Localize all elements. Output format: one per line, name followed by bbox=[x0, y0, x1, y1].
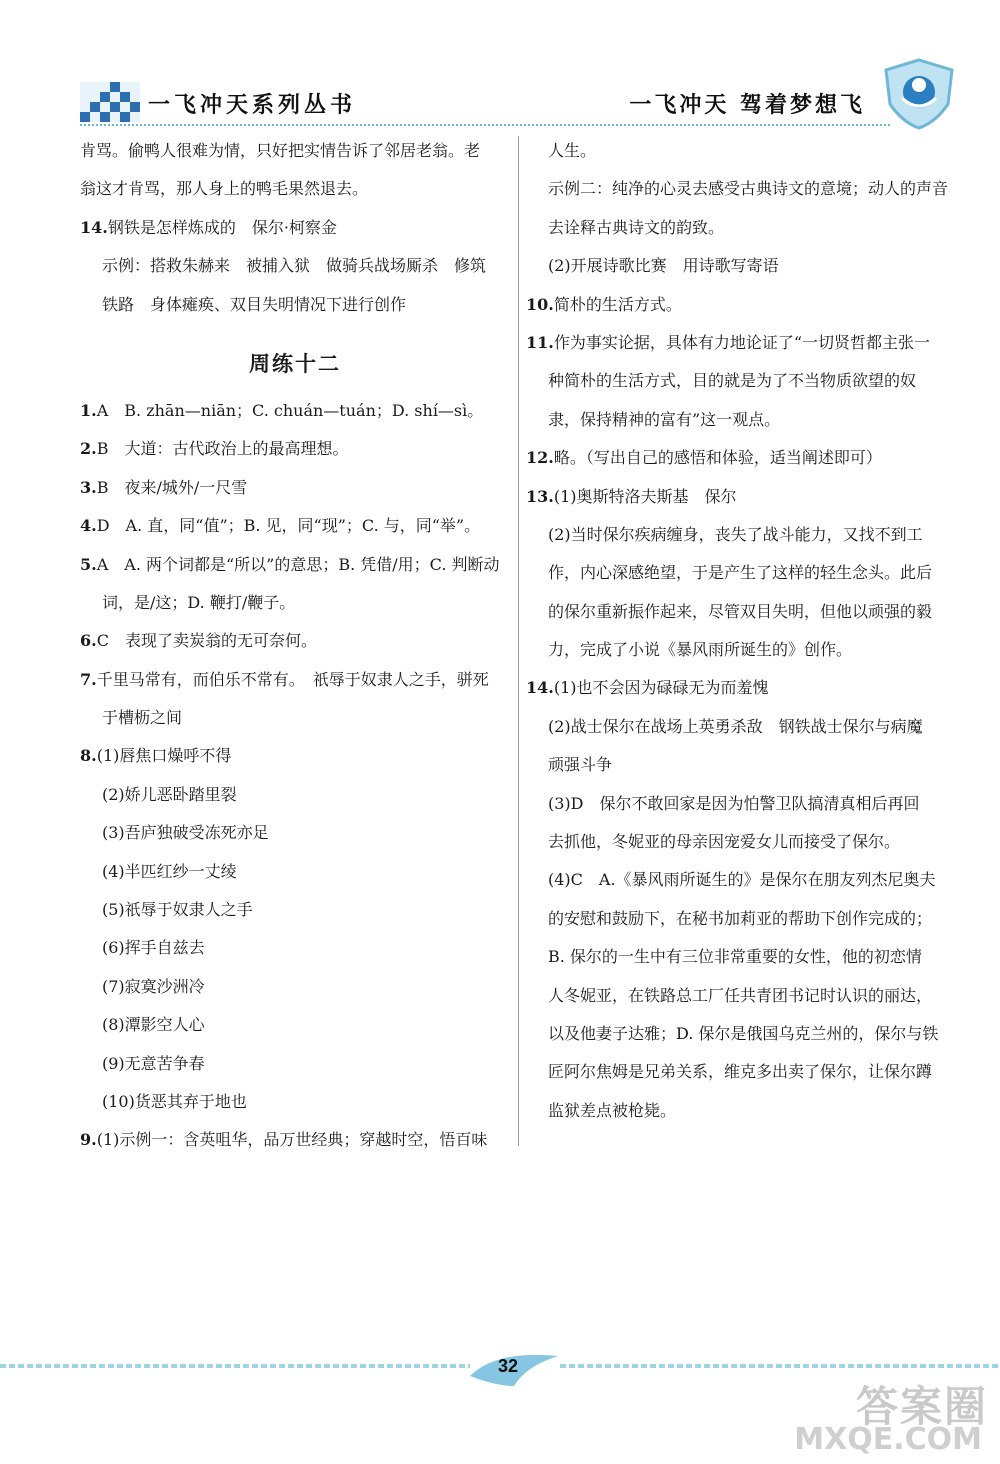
answer-text: 钢铁是怎样炼成的 保尔·柯察金 bbox=[107, 217, 337, 237]
answer-line bbox=[80, 814, 510, 852]
answer-line bbox=[526, 362, 956, 400]
answer-line bbox=[526, 209, 956, 247]
answer-text: 翁这才肯骂，那人身上的鸭毛果然退去。 bbox=[80, 179, 369, 199]
answer-text: (2)开展诗歌比赛 用诗歌写寄语 bbox=[548, 256, 779, 276]
answer-text: (5)祇辱于奴隶人之手 bbox=[102, 900, 253, 920]
answer-line bbox=[526, 286, 956, 324]
question-number: 7. bbox=[80, 669, 97, 689]
question-number: 12. bbox=[526, 448, 554, 468]
answer-text: 示例二：纯净的心灵去感受古典诗文的意境；动人的声音 bbox=[548, 179, 949, 199]
answer-line bbox=[80, 247, 510, 285]
answer-line bbox=[526, 1092, 956, 1130]
answer-line bbox=[526, 593, 956, 631]
question-number: 6. bbox=[80, 631, 97, 651]
answer-line bbox=[80, 1083, 510, 1121]
question-number: 10. bbox=[526, 294, 554, 314]
answer-line bbox=[526, 861, 956, 899]
answer-line bbox=[526, 708, 956, 746]
page-number: 32 bbox=[498, 1356, 519, 1376]
answer-line bbox=[80, 968, 510, 1006]
left-answer-column bbox=[80, 132, 510, 1160]
answer-text: (4)半匹红纱一丈绫 bbox=[102, 861, 237, 881]
answer-line bbox=[526, 170, 956, 208]
answer-text: D A. 直，同“值”；B. 见，同“现”；C. 与，同“举”。 bbox=[96, 516, 481, 536]
answer-line bbox=[526, 439, 956, 477]
answer-line bbox=[526, 669, 956, 707]
answer-line bbox=[80, 853, 510, 891]
answer-text: (2)娇儿恶卧踏里裂 bbox=[102, 784, 237, 804]
column-divider bbox=[518, 136, 519, 1146]
section-heading: 周练十二 bbox=[249, 350, 341, 376]
header-slogan: 一飞冲天 驾着梦想飞 bbox=[629, 92, 865, 118]
answer-line bbox=[80, 584, 510, 622]
answer-line bbox=[80, 430, 510, 468]
answer-line bbox=[526, 977, 956, 1015]
question-number: 1. bbox=[80, 400, 97, 420]
answer-text: 顽强斗争 bbox=[548, 755, 613, 775]
answer-text: 种简朴的生活方式，目的就是为了不当物质欲望的奴 bbox=[548, 371, 917, 391]
answer-text: (3)D 保尔不敢回家是因为怕警卫队搞清真相后再回 bbox=[548, 793, 920, 813]
answer-text: 作，内心深感绝望，于是产生了这样的轻生念头。此后 bbox=[548, 563, 933, 583]
answer-text: (10)货恶其弃于地也 bbox=[102, 1091, 247, 1111]
answer-text: 肯骂。偷鸭人很难为情，只好把实情告诉了邻居老翁。老 bbox=[80, 141, 481, 160]
answer-text: 的保尔重新振作起来，尽管双目失明，但他以顽强的毅 bbox=[548, 601, 933, 621]
answer-line bbox=[80, 1045, 510, 1083]
question-number: 5. bbox=[80, 554, 97, 574]
question-number: 14. bbox=[526, 678, 554, 698]
answer-line bbox=[80, 622, 510, 660]
answer-line bbox=[80, 929, 510, 967]
answer-text: 词，是/这；D. 鞭打/鞭子。 bbox=[102, 592, 296, 612]
answer-text: (2)当时保尔疾病缠身，丧失了战斗能力，又找不到工 bbox=[548, 524, 923, 544]
header-divider bbox=[80, 124, 890, 126]
answer-line bbox=[526, 132, 956, 170]
answer-text: (7)寂寞沙洲冷 bbox=[102, 976, 205, 996]
answer-text: B. 保尔的一生中有三位非常重要的女性，他的初恋情 bbox=[548, 947, 922, 967]
answer-text: 铁路 身体瘫痪、双目失明情况下进行创作 bbox=[102, 294, 407, 314]
answer-line bbox=[80, 546, 510, 584]
answer-line bbox=[80, 132, 510, 170]
question-number: 4. bbox=[80, 516, 97, 536]
answer-text: 的安慰和鼓励下，在秘书加莉亚的帮助下创作完成的； bbox=[548, 908, 933, 928]
answer-line bbox=[80, 170, 510, 208]
answer-text: 人冬妮亚，在铁路总工厂任共青团书记时认识的丽达， bbox=[548, 985, 933, 1005]
answer-text: 匠阿尔焦姆是兄弟关系，维克多出卖了保尔，让保尔蹲 bbox=[548, 1062, 933, 1082]
answer-text: (1)唇焦口燥呼不得 bbox=[96, 746, 232, 766]
answer-text: 去诠释古典诗文的韵致。 bbox=[548, 217, 725, 237]
answer-line bbox=[80, 507, 510, 545]
answer-line bbox=[526, 785, 956, 823]
answer-line bbox=[80, 776, 510, 814]
answer-text: (4)C A.《暴风雨所诞生的》是保尔在朋友列杰尼奥夫 bbox=[548, 870, 936, 890]
question-number: 9. bbox=[80, 1130, 97, 1150]
answer-text: 千里马常有，而伯乐不常有。 祇辱于奴隶人之手，骈死 bbox=[96, 669, 489, 689]
answer-line bbox=[80, 737, 510, 775]
footer-decorative-rule-right bbox=[560, 1362, 1000, 1370]
answer-line bbox=[80, 699, 510, 737]
answer-text: A B. zhān—niān；C. chuán—tuán；D. shí—sì。 bbox=[96, 400, 484, 420]
answer-line bbox=[80, 392, 510, 430]
answer-text: (2)战士保尔在战场上英勇杀敌 钢铁战士保尔与病魔 bbox=[548, 716, 923, 736]
watermark-url: MXQE.COM bbox=[794, 1422, 982, 1457]
answer-line bbox=[80, 891, 510, 929]
series-title: 一飞冲天系列丛书 bbox=[148, 92, 357, 118]
answer-text: 于槽枥之间 bbox=[102, 708, 183, 728]
answer-text: (1)奥斯特洛夫斯基 保尔 bbox=[553, 486, 737, 506]
answer-text: 简朴的生活方式。 bbox=[553, 294, 682, 314]
answer-line bbox=[80, 1121, 510, 1159]
answer-line bbox=[526, 1053, 956, 1091]
answer-text: (6)挥手自兹去 bbox=[102, 938, 205, 958]
right-answer-column bbox=[526, 132, 956, 1130]
answer-text: (9)无意苦争春 bbox=[102, 1053, 205, 1073]
answer-text: 监狱差点被枪毙。 bbox=[548, 1100, 677, 1120]
answer-text: 作为事实论据，具体有力地论证了“一切贤哲都主张一 bbox=[553, 332, 931, 352]
answer-line bbox=[80, 286, 510, 324]
answer-text: 人生。 bbox=[548, 141, 597, 160]
answer-line bbox=[526, 746, 956, 784]
answer-text: (8)潭影空人心 bbox=[102, 1015, 205, 1035]
answer-line bbox=[526, 324, 956, 362]
answer-text: C 表现了卖炭翁的无可奈何。 bbox=[96, 631, 317, 651]
answer-line bbox=[526, 823, 956, 861]
answer-text: 以及他妻子达雅；D. 保尔是俄国乌克兰州的，保尔与铁 bbox=[548, 1023, 939, 1043]
answer-line bbox=[526, 247, 956, 285]
answer-text: 示例：搭救朱赫来 被捕入狱 做骑兵战场厮杀 修筑 bbox=[102, 256, 487, 276]
footer-decorative-rule-left bbox=[0, 1362, 470, 1370]
question-number: 14. bbox=[80, 217, 108, 237]
watermark-logo: 答案圈 bbox=[855, 1382, 988, 1431]
answer-text: B 大道：古代政治上的最高理想。 bbox=[96, 439, 349, 459]
answer-line bbox=[80, 661, 510, 699]
answer-text: 略。（写出自己的感悟和体验，适当阐述即可） bbox=[553, 448, 882, 468]
answer-line bbox=[526, 631, 956, 669]
answer-text: (1)也不会因为碌碌无为而羞愧 bbox=[553, 678, 769, 698]
question-number: 11. bbox=[526, 332, 554, 352]
answer-line bbox=[526, 554, 956, 592]
answer-text: 去抓他，冬妮亚的母亲因宠爱女儿而接受了保尔。 bbox=[548, 832, 901, 852]
answer-line bbox=[526, 478, 956, 516]
answer-text: B 夜来/城外/一尺雪 bbox=[96, 477, 248, 497]
question-number: 8. bbox=[80, 746, 97, 766]
answer-line bbox=[526, 1015, 956, 1053]
checkerboard-logo-icon bbox=[80, 82, 140, 122]
question-number: 2. bbox=[80, 439, 97, 459]
answer-line bbox=[526, 900, 956, 938]
answer-text: (3)吾庐独破受冻死亦足 bbox=[102, 823, 269, 843]
answer-text: 隶，保持精神的富有”这一观点。 bbox=[548, 409, 781, 429]
answer-line bbox=[526, 516, 956, 554]
answer-text: A A. 两个词都是“所以”的意思；B. 凭借/用；C. 判断动 bbox=[96, 554, 500, 574]
answer-line bbox=[80, 1006, 510, 1044]
answer-line bbox=[526, 938, 956, 976]
question-number: 3. bbox=[80, 477, 97, 497]
answer-line bbox=[526, 401, 956, 439]
shield-emblem-icon bbox=[880, 58, 958, 130]
answer-line bbox=[80, 209, 510, 247]
question-number: 13. bbox=[526, 486, 554, 506]
page-header bbox=[0, 0, 1000, 135]
answer-text: (1)示例一：含英咀华，品万世经典；穿越时空，悟百味 bbox=[96, 1130, 488, 1150]
answer-line bbox=[80, 469, 510, 507]
answer-text: 力，完成了小说《暴风雨所诞生的》创作。 bbox=[548, 640, 853, 660]
